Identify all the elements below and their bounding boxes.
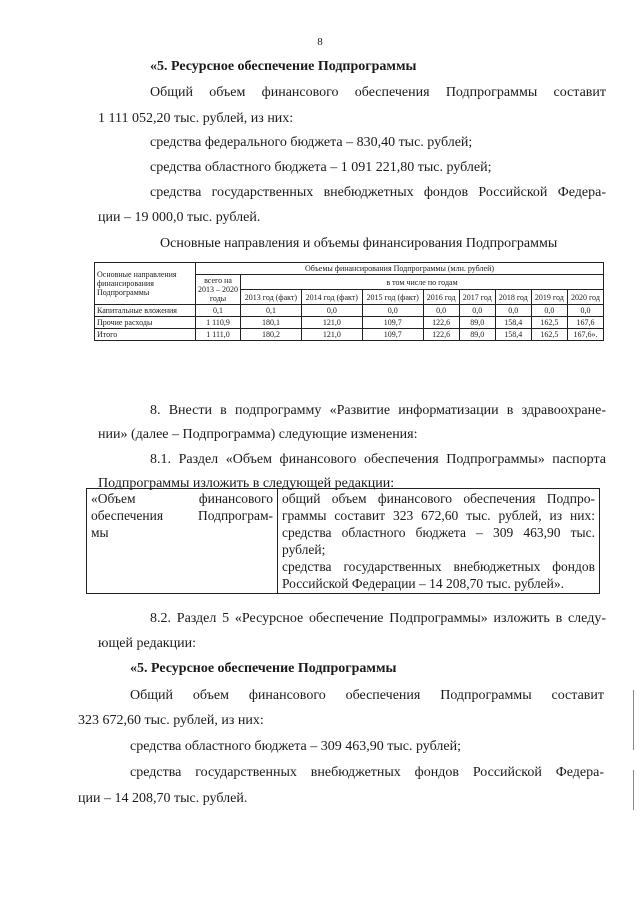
cell-value: 180,1 (241, 317, 302, 329)
table-row (87, 489, 600, 594)
paragraph-line: 1 111 052,20 тыс. рублей, из них: (98, 111, 294, 126)
passport-table (86, 488, 600, 594)
table-row (95, 305, 604, 317)
cell-value: 158,4 (495, 317, 531, 329)
paragraph-line: ции – 14 208,70 тыс. рублей. (78, 791, 248, 806)
scan-artifact (633, 770, 634, 810)
cell-value: 121,0 (301, 329, 362, 341)
cell-total: 0,1 (196, 305, 241, 317)
paragraph-line: ющей редакции: (98, 636, 196, 651)
paragraph-line: средства государственных внебюджетных фондов Российской Федера- (150, 185, 606, 200)
header-volumes: Объемы финансирования Подпрограммы (млн. рублей) (196, 263, 604, 275)
passport-label-line: «Объем финансового (91, 491, 273, 506)
passport-label-cell (87, 489, 278, 594)
passport-value-cell (278, 489, 600, 594)
cell-value: 0,0 (567, 305, 603, 317)
cell-value: 162,5 (531, 329, 567, 341)
cell-value: 162,5 (531, 317, 567, 329)
cell-value: 109,7 (362, 329, 423, 341)
cell-value: 122,6 (423, 317, 459, 329)
passport-label-line: мы (91, 525, 109, 540)
page-number: 8 (317, 36, 323, 48)
header-year: 2018 год (495, 290, 531, 305)
cell-total: 1 111,0 (196, 329, 241, 341)
passport-label-line: обеспечения Подпрограм- (91, 508, 273, 523)
cell-value: 89,0 (459, 317, 495, 329)
passport-value-line: граммы составит 323 672,60 тыс. рублей, из них: (282, 508, 595, 523)
header-by-years: в том числе по годам (241, 275, 604, 290)
cell-value: 0,0 (459, 305, 495, 317)
cell-value: 109,7 (362, 317, 423, 329)
passport-value-line: рублей; (282, 542, 326, 557)
row-name: Капитальные вложения (95, 305, 196, 317)
header-year: 2013 год (факт) (241, 290, 302, 305)
section-heading: «5. Ресурсное обеспечение Подпрограммы (130, 661, 397, 676)
header-year: 2014 год (факт) (301, 290, 362, 305)
row-name: Итого (95, 329, 196, 341)
header-year: 2015 год (факт) (362, 290, 423, 305)
paragraph-line: средства федерального бюджета – 830,40 тыс. рублей; (150, 135, 473, 150)
paragraph-line: нии» (далее – Подпрограмма) следующие изменения: (98, 427, 418, 442)
cell-value: 0,0 (531, 305, 567, 317)
paragraph-line: Общий объем финансового обеспечения Подпрограммы составит (150, 85, 606, 100)
cell-value: 180,2 (241, 329, 302, 341)
passport-value-line: средства областного бюджета – 309 463,90 тыс. (282, 525, 595, 540)
financing-table (94, 262, 604, 341)
header-total: всего на 2013 – 2020 годы (196, 275, 241, 305)
paragraph-line: средства государственных внебюджетных фондов Российской Федера- (130, 765, 604, 780)
passport-value-line: Российской Федерации – 14 208,70 тыс. рублей». (282, 576, 565, 591)
passport-value-line: средства государственных внебюджетных фондов (282, 559, 595, 574)
cell-value: 0,0 (423, 305, 459, 317)
paragraph-line: средства областного бюджета – 1 091 221,80 тыс. рублей; (150, 160, 492, 175)
table-row (95, 317, 604, 329)
cell-value: 167,6 (567, 317, 603, 329)
cell-value: 158,4 (495, 329, 531, 341)
cell-value: 0,0 (362, 305, 423, 317)
header-year: 2019 год (531, 290, 567, 305)
header-year: 2020 год (567, 290, 603, 305)
cell-value: 121,0 (301, 317, 362, 329)
paragraph-line: 8.2. Раздел 5 «Ресурсное обеспечение Подпрограммы» изложить в следу- (150, 611, 606, 626)
scan-artifact (633, 690, 634, 750)
table-caption: Основные направления и объемы финансирования Подпрограммы (160, 236, 558, 251)
table-row (95, 329, 604, 341)
section-heading: «5. Ресурсное обеспечение Подпрограммы (150, 59, 417, 74)
header-year: 2017 год (459, 290, 495, 305)
paragraph-line: 8. Внести в подпрограмму «Развитие информатизации в здравоохране- (150, 403, 606, 418)
paragraph-line: Общий объем финансового обеспечения Подпрограммы составит (130, 688, 604, 703)
paragraph-line: ции – 19 000,0 тыс. рублей. (98, 210, 261, 225)
cell-value: 0,1 (241, 305, 302, 317)
passport-value-line: общий объем финансового обеспечения Подпро- (282, 491, 595, 506)
cell-value: 0,0 (495, 305, 531, 317)
paragraph-line: средства областного бюджета – 309 463,90 тыс. рублей; (130, 739, 461, 754)
header-directions: Основные направления финансирования Подпрограммы (95, 263, 196, 305)
cell-value: 0,0 (301, 305, 362, 317)
cell-value: 89,0 (459, 329, 495, 341)
paragraph-line: Подпрограммы изложить в следующей редакции: (98, 476, 395, 491)
cell-total: 1 110,9 (196, 317, 241, 329)
cell-value: 167,6». (567, 329, 603, 341)
cell-value: 122,6 (423, 329, 459, 341)
header-year: 2016 год (423, 290, 459, 305)
paragraph-line: 323 672,60 тыс. рублей, из них: (78, 713, 264, 728)
row-name: Прочие расходы (95, 317, 196, 329)
paragraph-line: 8.1. Раздел «Объем финансового обеспечения Подпрограммы» паспорта (150, 452, 606, 467)
